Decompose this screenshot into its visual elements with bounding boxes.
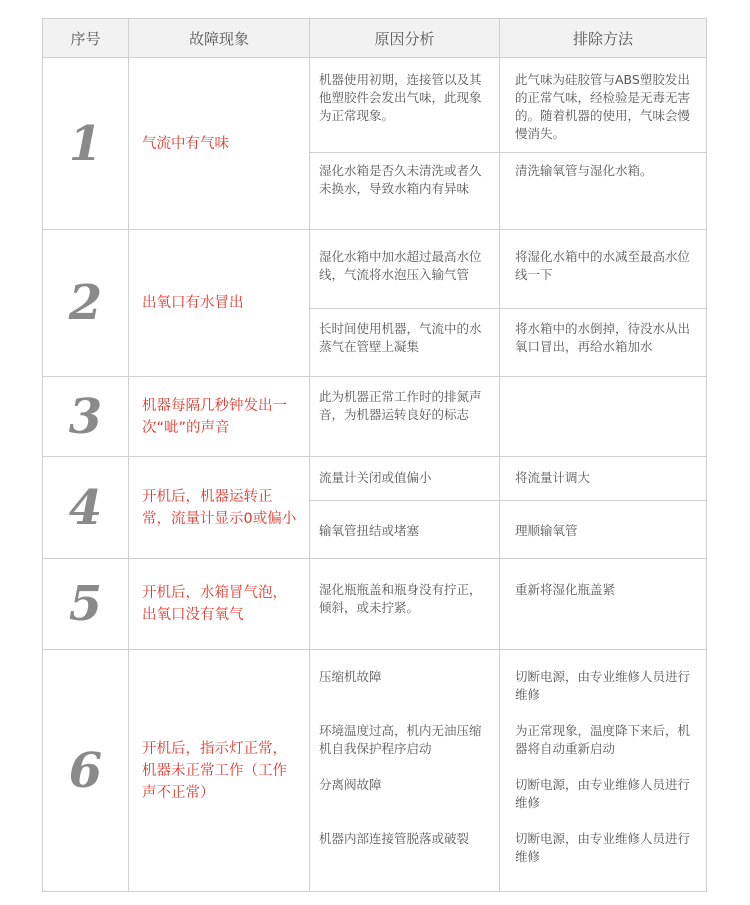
row-symptom: 开机后，水箱冒气泡，出氧口没有氧气: [142, 585, 287, 623]
grid-line: [499, 19, 500, 891]
cause-text: 环境温度过高，机内无油压缩机自我保护程序启动: [319, 723, 482, 756]
row-symptom: 机器每隔几秒钟发出一次“呲”的声音: [142, 397, 287, 436]
solution-text: 重新将湿化瓶盖紧: [515, 582, 616, 597]
cause-text: 输氧管扭结或堵塞: [319, 523, 420, 538]
header-index: 序号: [43, 19, 128, 57]
cause-text: 压缩机故障: [319, 669, 382, 684]
grid-line: [309, 500, 706, 501]
solution-text: 切断电源，由专业维修人员进行维修: [515, 777, 691, 810]
grid-line: [309, 19, 310, 891]
solution-text: 清洗输氧管与湿化水箱。: [515, 163, 653, 178]
row-number: 2: [68, 275, 103, 331]
row-symptom: 开机后，机器运转正常，流量计显示0或偏小: [142, 488, 297, 527]
row-number: 1: [68, 115, 103, 172]
cause-text: 此为机器正常工作时的排氮声音，为机器运转良好的标志: [319, 389, 482, 422]
row-number: 6: [68, 743, 103, 799]
header-cause: 原因分析: [310, 19, 499, 57]
row-symptom: 气流中有气味: [142, 135, 229, 152]
row-number: 3: [68, 388, 103, 445]
cause-text: 长时间使用机器，气流中的水蒸气在管壁上凝集: [319, 321, 482, 354]
solution-text: 理顺输氧管: [515, 523, 578, 538]
grid-line: [309, 308, 706, 309]
cause-text: 流量计关闭或值偏小: [319, 470, 432, 485]
header-symptom: 故障现象: [129, 19, 309, 57]
solution-text: 将湿化水箱中的水减至最高水位线一下: [515, 249, 691, 282]
solution-text: 此气味为硅胶管与ABS塑胶发出的正常气味，经检验是无毒无害的。随着机器的使用，气味会慢慢消失。: [515, 72, 691, 141]
solution-text: 将流量计调大: [515, 470, 591, 485]
solution-text: 切断电源，由专业维修人员进行维修: [515, 831, 691, 864]
row-symptom: 开机后，指示灯正常，机器未正常工作（工作声不正常）: [142, 741, 287, 801]
cause-text: 机器内部连接管脱落或破裂: [319, 831, 470, 846]
row-symptom: 出氧口有水冒出: [142, 295, 244, 311]
cause-text: 湿化瓶瓶盖和瓶身没有拧正，倾斜，或未拧紧。: [319, 582, 482, 615]
grid-line: [309, 152, 706, 153]
solution-text: 为正常现象，温度降下来后，机器将自动重新启动: [515, 723, 691, 756]
cause-text: 湿化水箱是否久未清洗或者久未换水，导致水箱内有异味: [319, 163, 482, 196]
row-number: 4: [68, 479, 103, 536]
cause-text: 湿化水箱中加水超过最高水位线，气流将水泡压入输气管: [319, 249, 482, 282]
fault-table: [42, 18, 707, 892]
cause-text: 机器使用初期，连接管以及其他塑胶件会发出气味，此现象为正常现象。: [319, 72, 482, 123]
row-number: 5: [68, 576, 103, 632]
cause-text: 分离阀故障: [319, 777, 382, 792]
solution-text: 将水箱中的水倒掉，待没水从出氧口冒出，再给水箱加水: [515, 321, 691, 354]
header-solution: 排除方法: [500, 19, 706, 57]
solution-text: 切断电源，由专业维修人员进行维修: [515, 669, 691, 702]
